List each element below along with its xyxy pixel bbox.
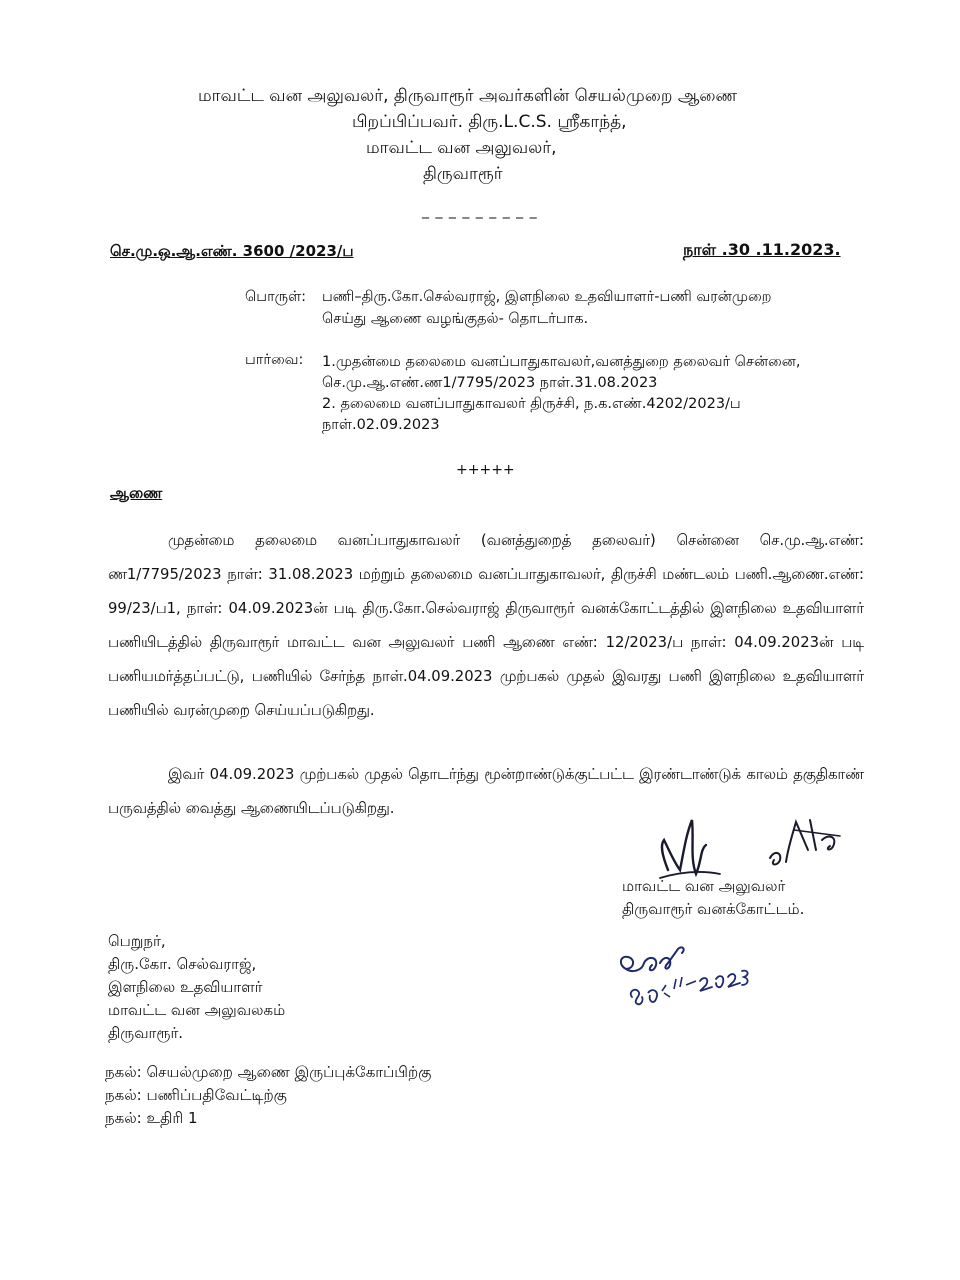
body-paragraph-2-text: இவர் 04.09.2023 முற்பகல் முதல் தொடர்ந்து மூன்றாண்டுக்குட்பட்ட இரண்டாண்டுக் காலம் தகுதிகாண் பருவத்தில் வைத்து ஆணையிடப்படுகிறது.: [108, 766, 864, 817]
signature-title-line-2: திருவாரூர் வனக்கோட்டம்.: [622, 900, 805, 918]
header-line-2: பிறப்பிப்பவர். திரு.L.C.S. ஸ்ரீகாந்த்,: [352, 112, 627, 132]
header-separator: _ _ _ _ _ _ _ _ _: [422, 203, 538, 219]
recipient-line-3: மாவட்ட வன அலுவலகம்: [108, 1001, 286, 1019]
header-line-1: மாவட்ட வன அலுவலர், திருவாரூர் அவர்களின் செயல்முறை ஆணை: [198, 86, 738, 106]
subject-line-1: பணி–திரு.கோ.செல்வராஜ், இளநிலை உதவியாளர்-பணி வரன்முறை: [322, 289, 772, 305]
copy-line-3: நகல்: உதிரி 1: [105, 1109, 198, 1127]
body-paragraph-1-text: முதன்மை தலைமை வனப்பாதுகாவலர் (வனத்துறைத் தலைவர்) சென்னை செ.மு.ஆ.எண்: ண1/7795/2023 நாள்: 31.08.2023 மற்றும் தலைமை வனப்பாதுகாவலர், திருச்சி மண்டலம் பணி.ஆணை.எண்: 99/23/ப1, நாள்: 04.09.2023ன் படி திரு.கோ.செல்வராஜ் திருவாரூர் வனக்கோட்டத்தில் இளநிலை உதவியாளர் பணியிடத்தில் திருவாரூர் மாவட்ட வன அலுவலர் பணி ஆணை எண்: 12/2023/ப நாள்: 04.09.2023ன் படி பணியமர்த்தப்பட்டு, பணியில் சேர்ந்த நாள்.04.09.2023 முற்பகல் முதல் இவரது பணி இளநிலை உதவியாளர் பணியில் வரன்முறை செய்யப்படுகிறது.: [108, 532, 864, 719]
recipient-line-1: திரு.கோ. செல்வராஜ்,: [108, 955, 257, 973]
references-label: பார்வை:: [245, 352, 304, 368]
recipient-label: பெறுநர்,: [108, 932, 166, 950]
reference-1-line-2: செ.மு.ஆ.எண்.ண1/7795/2023 நாள்.31.08.2023: [322, 375, 658, 391]
body-paragraph-1: [108, 524, 864, 728]
handwritten-date-note: [612, 935, 752, 1015]
divider-stars: +++++: [456, 462, 515, 478]
recipient-line-4: திருவாரூர்.: [108, 1024, 184, 1042]
order-date: நாள் .30 .11.2023.: [683, 240, 841, 259]
header-line-4: திருவாரூர்: [423, 164, 503, 184]
copy-line-1: நகல்: செயல்முறை ஆணை இருப்புக்கோப்பிற்கு: [105, 1063, 432, 1081]
subject-label: பொருள்:: [245, 289, 307, 305]
copy-line-2: நகல்: பணிப்பதிவேட்டிற்கு: [105, 1086, 287, 1104]
signature-title-line-1: மாவட்ட வன அலுவலர்: [622, 877, 786, 895]
reference-2-line-1: 2. தலைமை வனப்பாதுகாவலர் திருச்சி, ந.க.எண்.4202/2023/ப: [322, 396, 741, 412]
order-number: செ.மு.ஒ.ஆ.எண். 3600 /2023/ப: [110, 242, 354, 260]
subject-line-2: செய்து ஆணை வழங்குதல்- தொடர்பாக.: [322, 311, 589, 327]
reference-1-line-1: 1.முதன்மை தலைமை வனப்பாதுகாவலர்,வனத்துறை தலைவர் சென்னை,: [322, 354, 801, 370]
recipient-line-2: இளநிலை உதவியாளர்: [108, 978, 263, 996]
reference-2-line-2: நாள்.02.09.2023: [322, 417, 440, 433]
header-line-3: மாவட்ட வன அலுவலர்,: [366, 138, 557, 158]
order-heading: ஆணை: [110, 484, 163, 502]
